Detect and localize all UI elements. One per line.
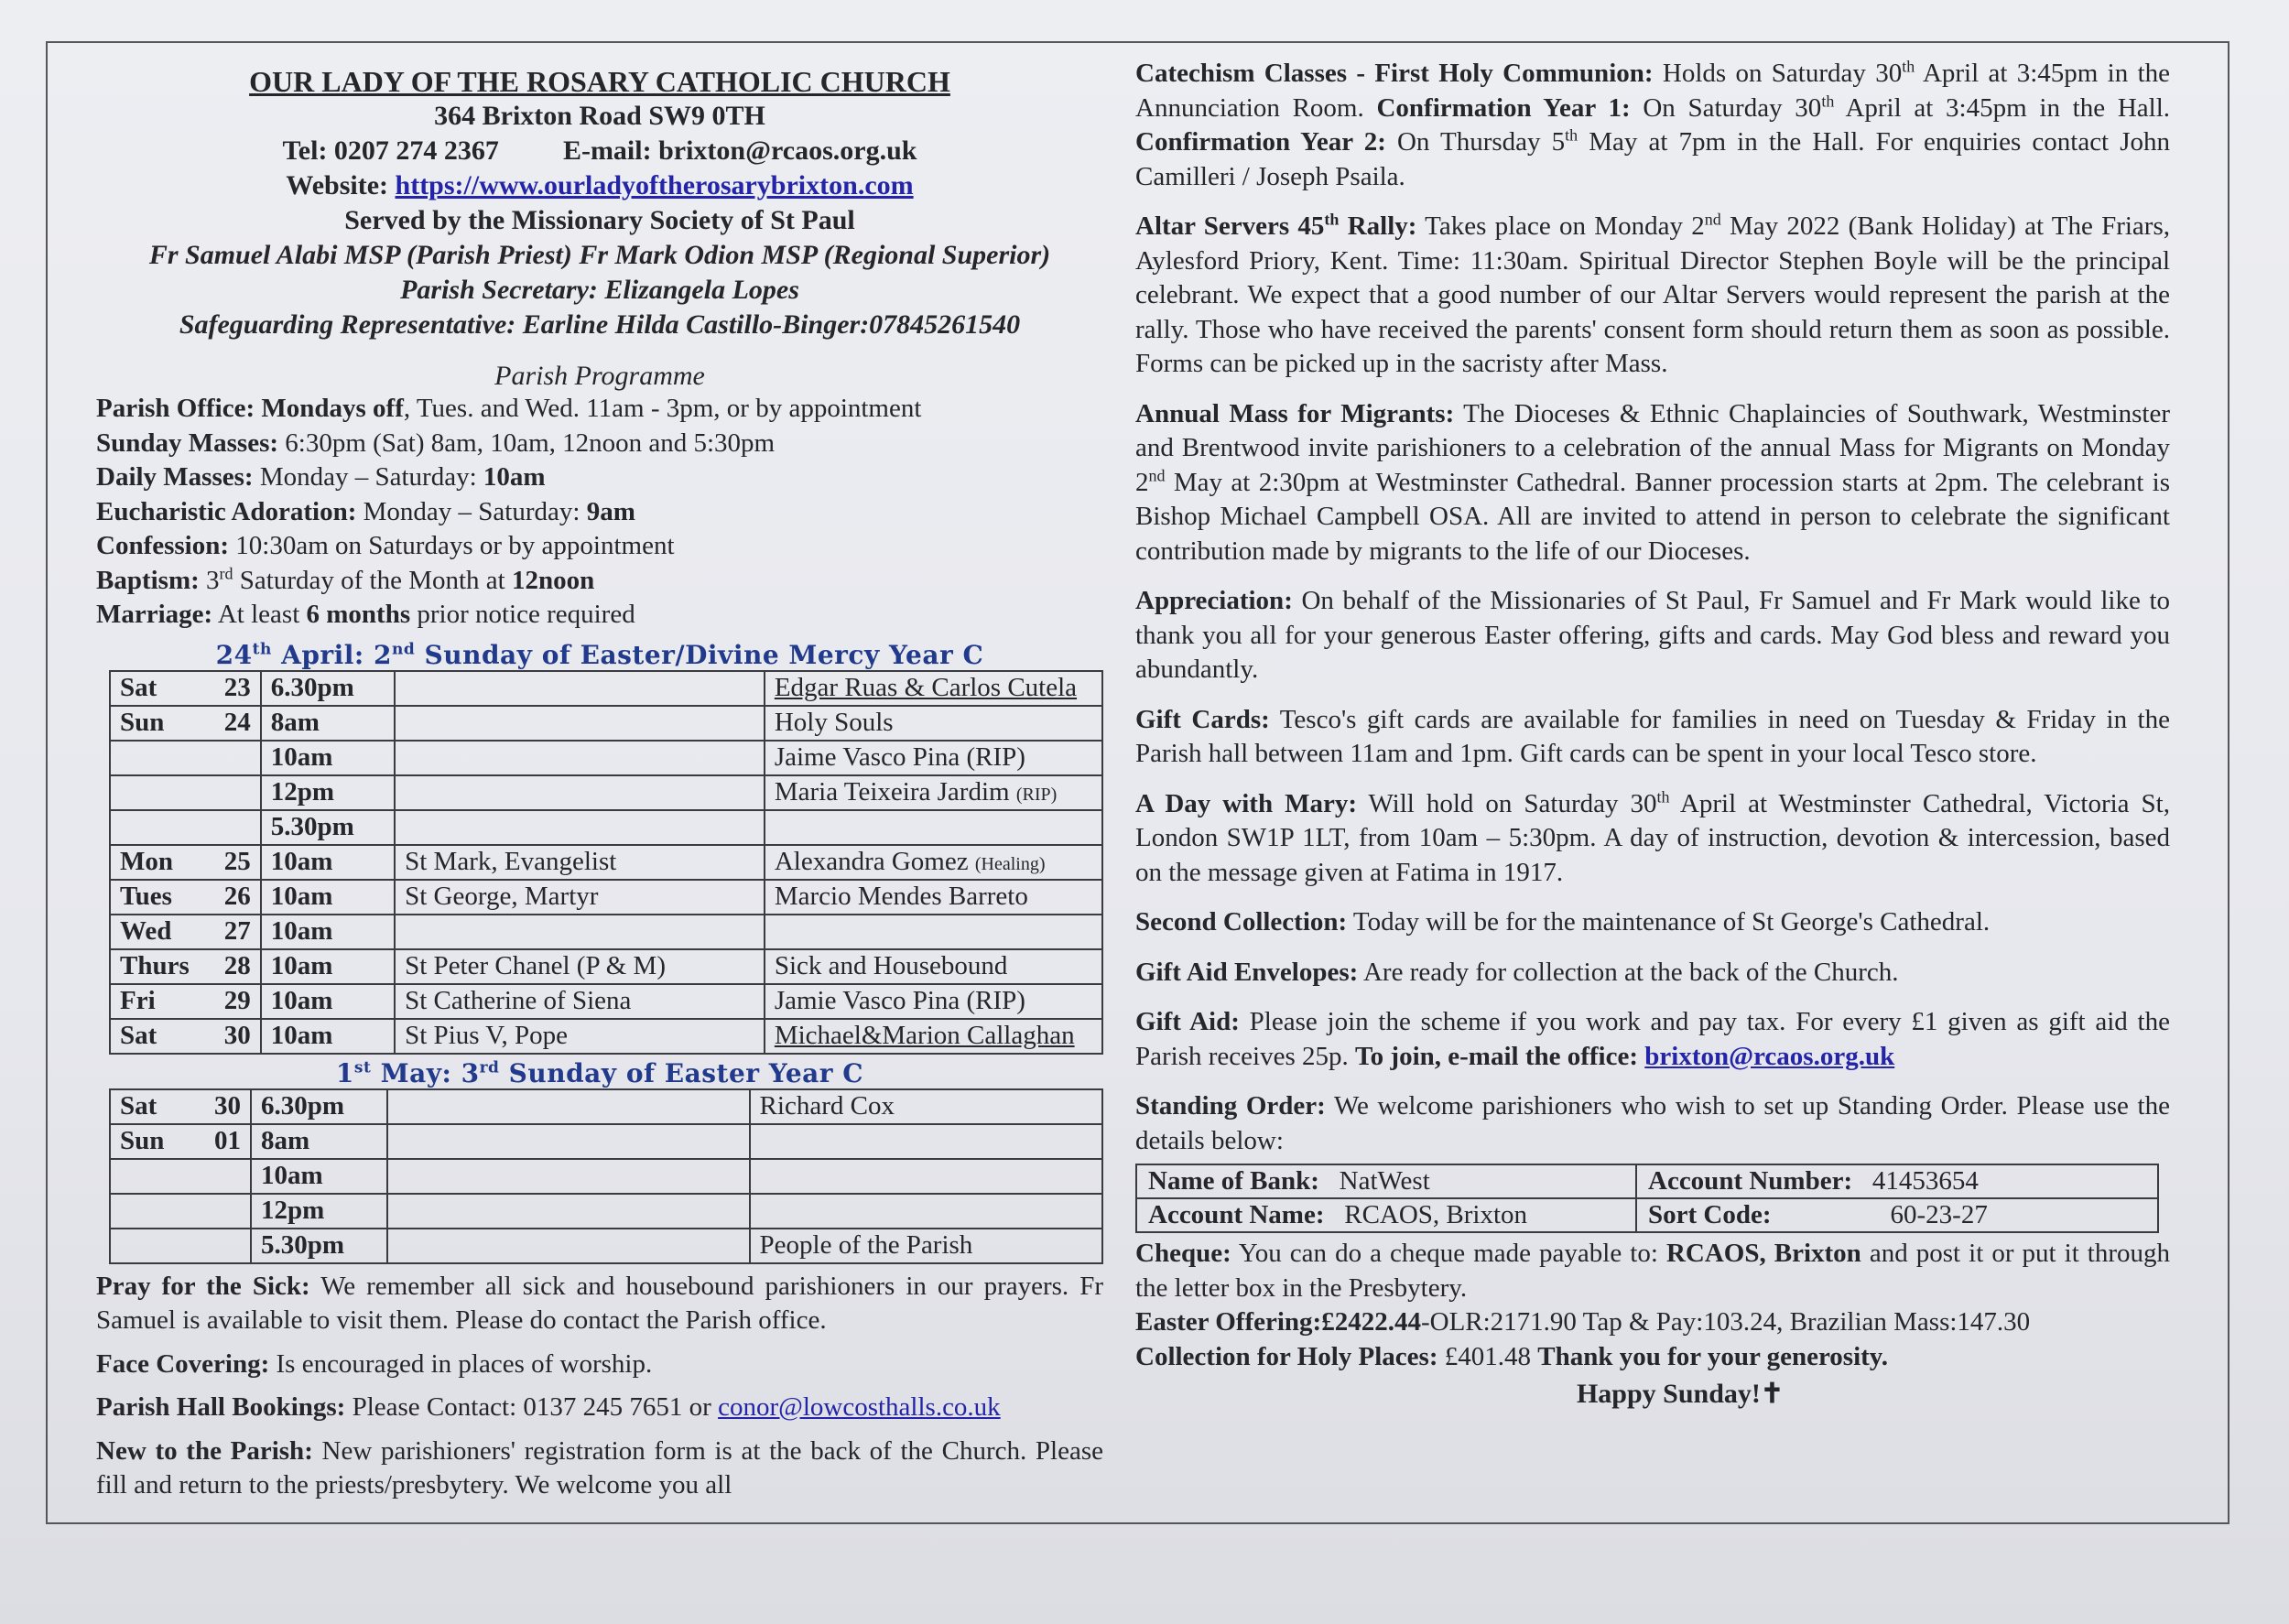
second-collection xyxy=(1135,905,2170,940)
table-row xyxy=(110,671,1102,706)
ordinal: nd xyxy=(1148,465,1166,484)
week1-mid: April: 2 xyxy=(271,639,393,670)
week2-mass-table xyxy=(109,1088,1103,1264)
telephone: Tel: 0207 274 2367 xyxy=(282,135,499,166)
date: 25 xyxy=(223,847,251,876)
intention: People of the Parish xyxy=(759,1230,973,1260)
feast-cell xyxy=(387,1089,750,1124)
notice-label: Appreciation: xyxy=(1135,586,1293,615)
notice-text: Please Contact: 0137 245 7651 or xyxy=(345,1392,719,1422)
notice-text: The Dioceses & Ethnic Chaplaincies of Southwark, Westminster and Brentwood invite parishioners to a celebration of the annual Mass for Migrants on Monday 2 xyxy=(1135,398,2170,497)
week1-sup2: nd xyxy=(392,640,416,659)
date: 28 xyxy=(223,951,251,980)
mass-for-migrants xyxy=(1135,397,2170,569)
office-email-link[interactable]: brixton@rcaos.org.uk xyxy=(1644,1041,1895,1071)
intention: Marcio Mendes Barreto xyxy=(774,882,1028,911)
time-cell: 6.30pm xyxy=(261,671,395,706)
programme-bold: 10am xyxy=(483,462,546,492)
day: Sat xyxy=(120,673,157,702)
day-cell xyxy=(110,741,261,775)
week2-sup: st xyxy=(353,1058,372,1077)
programme-label: Sunday Masses: xyxy=(96,428,279,458)
holy-places-collection xyxy=(1135,1340,2170,1375)
notice-label: Altar Servers 45 xyxy=(1135,211,1325,241)
date: 30 xyxy=(213,1091,241,1121)
table-row xyxy=(1136,1198,2158,1232)
catechism-classes xyxy=(1135,57,2170,194)
notice-label: Second Collection: xyxy=(1135,907,1348,937)
sort-code: 60-23-27 xyxy=(1890,1200,1988,1229)
notice-label: Confirmation Year 2: xyxy=(1135,127,1386,157)
intention: Holy Souls xyxy=(774,708,894,737)
intention-tag: (RIP) xyxy=(1015,785,1058,805)
bank-details-table xyxy=(1135,1164,2159,1233)
contact-row xyxy=(96,134,1103,168)
parish-programme xyxy=(96,392,1103,633)
easter-offering xyxy=(1135,1305,2170,1340)
account-number: 41453654 xyxy=(1871,1166,1979,1196)
notice-label: Collection for Holy Places: xyxy=(1135,1341,1438,1371)
notice-text: You can do a cheque made payable to: xyxy=(1231,1239,1666,1268)
notice-bold: RCAOS, Brixton xyxy=(1665,1239,1861,1268)
day: Sat xyxy=(120,1021,157,1050)
parish-secretary: Parish Secretary: Elizangela Lopes xyxy=(400,275,799,305)
bank-name-cell xyxy=(1136,1164,1636,1198)
church-name: OUR LADY OF THE ROSARY CATHOLIC CHURCH xyxy=(249,65,950,98)
programme-text: 6:30pm (Sat) 8am, 10am, 12noon and 5:30pm xyxy=(278,428,776,458)
intention: Edgar Ruas & Carlos Cutela xyxy=(774,673,1078,702)
week2-rest: Sunday of Easter Year C xyxy=(499,1057,864,1088)
table-row xyxy=(110,1229,1102,1263)
day-cell xyxy=(110,1194,251,1229)
table-row xyxy=(110,984,1102,1019)
day-cell xyxy=(110,671,261,706)
intention-cell xyxy=(765,845,1102,880)
notice-text: On Saturday 30 xyxy=(1630,92,1822,123)
intention-cell xyxy=(765,671,1102,706)
programme-text: At least xyxy=(212,600,307,629)
notice-label: Gift Aid: xyxy=(1135,1007,1240,1036)
intention: Jaime Vasco Pina (RIP) xyxy=(774,742,1025,772)
account-number-cell xyxy=(1636,1164,2158,1198)
notice-text: £401.48 xyxy=(1437,1341,1538,1371)
notice-text: Today will be for the maintenance of St George's Cathedral. xyxy=(1347,907,1991,937)
time-cell: 10am xyxy=(261,741,395,775)
time-cell: 5.30pm xyxy=(261,810,395,845)
account-number-label: Account Number: xyxy=(1648,1166,1853,1196)
ordinal: th xyxy=(1902,57,1915,76)
week2-date: 1 xyxy=(335,1057,354,1088)
programme-label: Baptism: xyxy=(96,565,200,595)
table-row xyxy=(110,741,1102,775)
notice-label: Parish Hall Bookings: xyxy=(96,1392,346,1422)
time-cell: 6.30pm xyxy=(251,1089,387,1124)
day-cell xyxy=(110,1089,251,1124)
day-cell xyxy=(110,1019,261,1054)
notice-text: Is encouraged in places of worship. xyxy=(269,1348,653,1379)
week2-title xyxy=(96,1058,1103,1088)
account-name-label: Account Name: xyxy=(1148,1200,1325,1229)
email: E-mail: brixton@rcaos.org.uk xyxy=(562,135,917,166)
gift-aid xyxy=(1135,1005,2170,1074)
notice-label: Rally: xyxy=(1339,211,1417,241)
week1-sup: th xyxy=(252,640,272,659)
intention-cell xyxy=(750,1089,1102,1124)
time-cell: 10am xyxy=(261,984,395,1019)
feast-cell xyxy=(395,706,765,741)
notice-text: Please join the scheme if you work and pay tax. For every £1 given as gift aid the Parish receives 25p. xyxy=(1135,1007,2170,1071)
feast-cell xyxy=(395,775,765,810)
table-row xyxy=(110,706,1102,741)
pray-for-sick xyxy=(96,1270,1103,1338)
day: Fri xyxy=(120,986,156,1015)
notice-label: Gift Aid Envelopes: xyxy=(1135,957,1359,987)
intention: Michael&Marion Callaghan xyxy=(774,1021,1075,1050)
notice-label: Annual Mass for Migrants: xyxy=(1135,398,1455,428)
intention: Maria Teixeira Jardim xyxy=(774,777,1016,807)
church-header xyxy=(96,64,1103,342)
date: 24 xyxy=(223,708,251,737)
notice-label: Confirmation Year 1: xyxy=(1376,92,1631,123)
programme-bold: Mondays off xyxy=(255,394,404,423)
programme-text: , Tues. and Wed. 11am - 3pm, or by appointment xyxy=(403,394,922,423)
notice-text: Tesco's gift cards are available for families in need on Tuesday & Friday in the Parish hall between 11am and 1pm. Gift cards can be spent in your local Tesco store. xyxy=(1135,704,2170,768)
right-column xyxy=(1135,57,2170,1410)
feast-cell xyxy=(395,810,765,845)
time-cell: 12pm xyxy=(251,1194,387,1229)
gift-aid-envelopes xyxy=(1135,956,2170,991)
day-cell xyxy=(110,1229,251,1263)
programme-text: Monday – Saturday: xyxy=(356,496,587,526)
account-name-cell xyxy=(1136,1198,1636,1232)
notice-text: April at Westminster Cathedral, Victoria St, London SW1P 1LT, from 10am – 5:30pm. A day of instruction, devotion & intercession, based on the message given at Fatima in 1917. xyxy=(1135,788,2170,887)
intention-tag: (Healing) xyxy=(974,854,1046,874)
happy-sunday: Happy Sunday!✝ xyxy=(1576,1379,1785,1409)
new-to-parish xyxy=(96,1435,1103,1503)
table-row xyxy=(110,1124,1102,1159)
intention: Jamie Vasco Pina (RIP) xyxy=(774,986,1025,1015)
date: 23 xyxy=(223,673,251,702)
time-cell: 10am xyxy=(261,880,395,915)
time-cell: 10am xyxy=(261,845,395,880)
notice-text: Takes place on Monday 2 xyxy=(1416,211,1705,241)
week2-sup2: rd xyxy=(479,1058,500,1077)
notice-text: May at 2:30pm at Westminster Cathedral. Banner procession starts at 2pm. The celebrant is Bishop Michael Campbell OSA. All are invited to attend in person to celebrate the significant contribution made by migrants to the life of our Dioceses. xyxy=(1135,467,2170,566)
feast-cell: St Pius V, Pope xyxy=(395,1019,765,1054)
programme-text: 10:30am on Saturdays or by appointment xyxy=(229,531,675,560)
day-cell xyxy=(110,1124,251,1159)
day: Sun xyxy=(120,708,165,737)
feast-cell xyxy=(387,1124,750,1159)
day: Sun xyxy=(120,1126,165,1155)
day-cell xyxy=(110,1159,251,1194)
day-cell xyxy=(110,984,261,1019)
priests: Fr Samuel Alabi MSP (Parish Priest) Fr Mark Odion MSP (Regional Superior) xyxy=(148,240,1051,270)
notice-label: New to the Parish: xyxy=(96,1435,313,1466)
week1-title xyxy=(96,640,1103,670)
date: 29 xyxy=(223,986,251,1015)
notice-text: May 2022 (Bank Holiday) at The Friars, Aylesford Priory, Kent. Time: 11:30am. Spiritual Director Stephen Boyle will be the principal celebrant. We expect that a good number of our Altar Servers would represent the parish at the rally. Those who have received the parents' consent form should return them as soon as possible. Forms can be picked up in the sacristy after Mass. xyxy=(1135,211,2170,378)
table-row xyxy=(110,949,1102,984)
intention-cell xyxy=(765,741,1102,775)
sort-code-cell xyxy=(1636,1198,2158,1232)
ordinal: rd xyxy=(219,563,233,582)
intention: Sick and Housebound xyxy=(774,951,1008,980)
programme-bold: 9am xyxy=(586,496,635,526)
served-by: Served by the Missionary Society of St Paul xyxy=(344,205,855,235)
altar-servers xyxy=(1135,210,2170,382)
table-row xyxy=(110,915,1102,949)
feast-cell: St Mark, Evangelist xyxy=(395,845,765,880)
bank-name-label: Name of Bank: xyxy=(1148,1166,1319,1196)
notice-label: A Day with Mary: xyxy=(1135,788,1357,818)
programme-line xyxy=(96,460,1103,495)
intention-cell xyxy=(765,949,1102,984)
notice-text: On behalf of the Missionaries of St Paul, Fr Samuel and Fr Mark would like to thank you all for your generous Easter offering, gifts and cards. May God bless and reward you abundantly. xyxy=(1135,586,2170,684)
intention-cell xyxy=(750,1194,1102,1229)
day-cell xyxy=(110,880,261,915)
notice-bold: Thank you for your generosity. xyxy=(1537,1341,1888,1371)
table-row xyxy=(110,845,1102,880)
programme-label: Confession: xyxy=(96,531,230,560)
table-row xyxy=(1136,1164,2158,1198)
week1-mass-table xyxy=(109,670,1103,1055)
date: 01 xyxy=(213,1126,241,1155)
notice-label: Catechism Classes - First Holy Communion: xyxy=(1135,59,1654,88)
programme-label: Parish Office: xyxy=(96,394,255,423)
feast-cell xyxy=(387,1229,750,1263)
church-address: 364 Brixton Road SW9 0TH xyxy=(434,101,765,131)
intention-cell xyxy=(750,1159,1102,1194)
notice-text: May at 7pm in the Hall. For enquiries contact John Camilleri / Joseph Psaila. xyxy=(1135,127,2170,191)
day-cell xyxy=(110,915,261,949)
programme-bold: 6 months xyxy=(306,600,411,629)
left-column xyxy=(96,64,1103,1503)
notice-label: Face Covering: xyxy=(96,1348,270,1379)
notice-label: Easter Offering:£2422.44 xyxy=(1135,1307,1421,1337)
notice-label: Standing Order: xyxy=(1135,1091,1326,1121)
notice-label: Cheque: xyxy=(1135,1239,1231,1268)
programme-text: prior notice required xyxy=(410,600,635,629)
date: 27 xyxy=(223,916,251,946)
time-cell: 5.30pm xyxy=(251,1229,387,1263)
feast-cell xyxy=(387,1159,750,1194)
feast-cell: St George, Martyr xyxy=(395,880,765,915)
date: 30 xyxy=(223,1021,251,1050)
programme-line xyxy=(96,427,1103,461)
day: Mon xyxy=(120,847,173,876)
time-cell: 8am xyxy=(261,706,395,741)
date: 26 xyxy=(223,882,251,911)
time-cell: 10am xyxy=(261,915,395,949)
time-cell: 10am xyxy=(261,1019,395,1054)
day-cell xyxy=(110,775,261,810)
table-row xyxy=(110,810,1102,845)
bank-name: NatWest xyxy=(1339,1166,1430,1196)
website-link[interactable]: https://www.ourladyoftherosarybrixton.com xyxy=(395,170,914,200)
notice-text: New parishioners' registration form is at the back of the Church. Please fill and return to the priests/presbytery. We welcome you all xyxy=(96,1435,1104,1499)
intention-cell xyxy=(750,1124,1102,1159)
programme-line xyxy=(96,495,1103,530)
day-cell xyxy=(110,949,261,984)
day: Tues xyxy=(120,882,172,911)
day-cell xyxy=(110,810,261,845)
safeguarding-rep: Safeguarding Representative: Earline Hilda Castillo-Binger:07845261540 xyxy=(179,309,1021,340)
intention-cell xyxy=(765,810,1102,845)
programme-line xyxy=(96,392,1103,427)
ordinal: nd xyxy=(1704,210,1721,229)
table-row xyxy=(110,1089,1102,1124)
intention-cell xyxy=(765,775,1102,810)
time-cell: 10am xyxy=(251,1159,387,1194)
gift-cards xyxy=(1135,703,2170,772)
appreciation xyxy=(1135,584,2170,687)
programme-label: Eucharistic Adoration: xyxy=(96,496,357,526)
time-cell: 10am xyxy=(261,949,395,984)
notice-label: Gift Cards: xyxy=(1135,704,1270,734)
programme-label: Daily Masses: xyxy=(96,462,254,492)
standing-order xyxy=(1135,1089,2170,1158)
day: Sat xyxy=(120,1091,157,1121)
week1-date: 24 xyxy=(215,639,253,670)
feast-cell: St Catherine of Siena xyxy=(395,984,765,1019)
day: Wed xyxy=(120,916,172,946)
feast-cell: St Peter Chanel (P & M) xyxy=(395,949,765,984)
hall-email-link[interactable]: conor@lowcosthalls.co.uk xyxy=(718,1392,1001,1422)
table-row xyxy=(110,1019,1102,1054)
programme-title: Parish Programme xyxy=(494,361,705,391)
intention-cell xyxy=(765,915,1102,949)
day-cell xyxy=(110,706,261,741)
website-label: Website: xyxy=(286,170,389,200)
day-cell xyxy=(110,845,261,880)
website-row xyxy=(96,168,1103,203)
programme-line xyxy=(96,564,1103,599)
notice-text: Will hold on Saturday 30 xyxy=(1356,788,1657,818)
hall-bookings xyxy=(96,1391,1103,1425)
week2-mid: May: 3 xyxy=(371,1057,480,1088)
notice-text: and post it or put it through the letter box in the Presbytery. xyxy=(1135,1239,2171,1303)
table-row xyxy=(110,880,1102,915)
notice-text: -OLR:2171.90 Tap & Pay:103.24, Brazilian Mass:147.30 xyxy=(1420,1307,2031,1337)
table-row xyxy=(110,775,1102,810)
notice-text: April at 3:45pm in the Annunciation Room. xyxy=(1135,59,2170,123)
programme-line xyxy=(96,598,1103,633)
programme-label: Marriage: xyxy=(96,600,213,629)
ordinal: th xyxy=(1821,91,1835,110)
notice-label: Pray for the Sick: xyxy=(96,1271,310,1301)
time-cell: 8am xyxy=(251,1124,387,1159)
programme-text: Saturday of the Month at xyxy=(233,565,512,595)
day: Thurs xyxy=(120,951,190,980)
account-name: RCAOS, Brixton xyxy=(1344,1200,1528,1229)
intention-cell xyxy=(750,1229,1102,1263)
intention: Alexandra Gomez xyxy=(774,847,975,876)
feast-cell xyxy=(387,1194,750,1229)
notice-text: On Thursday 5 xyxy=(1385,127,1566,157)
notice-text: April at 3:45pm in the Hall. xyxy=(1834,92,2170,123)
intention-cell xyxy=(765,1019,1102,1054)
notice-text: Holds on Saturday 30 xyxy=(1653,59,1903,88)
face-covering xyxy=(96,1348,1103,1382)
intention: Richard Cox xyxy=(759,1091,895,1121)
programme-text: 3 xyxy=(199,565,220,595)
intention-cell xyxy=(765,880,1102,915)
programme-line xyxy=(96,529,1103,564)
ordinal: th xyxy=(1565,125,1578,145)
notice-bold: To join, e-mail the office: xyxy=(1355,1041,1645,1071)
notice-text: We remember all sick and housebound parishioners in our prayers. Fr Samuel is available to visit them. Please do contact the Parish office. xyxy=(96,1271,1104,1335)
programme-text: Monday – Saturday: xyxy=(253,462,483,492)
week1-rest: Sunday of Easter/Divine Mercy Year C xyxy=(415,639,984,670)
notice-text: We welcome parishioners who wish to set up Standing Order. Please use the details below: xyxy=(1135,1091,2170,1155)
day-with-mary xyxy=(1135,787,2170,891)
table-row xyxy=(110,1159,1102,1194)
left-notices xyxy=(96,1270,1103,1503)
programme-bold: 12noon xyxy=(512,565,595,595)
intention-cell xyxy=(765,706,1102,741)
feast-cell xyxy=(395,741,765,775)
time-cell: 12pm xyxy=(261,775,395,810)
ordinal: th xyxy=(1656,786,1670,806)
ordinal: th xyxy=(1324,210,1340,229)
feast-cell xyxy=(395,915,765,949)
feast-cell xyxy=(395,671,765,706)
notice-text: Are ready for collection at the back of the Church. xyxy=(1358,957,1899,987)
intention-cell xyxy=(765,984,1102,1019)
sort-code-label: Sort Code: xyxy=(1648,1200,1772,1229)
cheque xyxy=(1135,1237,2170,1305)
table-row xyxy=(110,1194,1102,1229)
